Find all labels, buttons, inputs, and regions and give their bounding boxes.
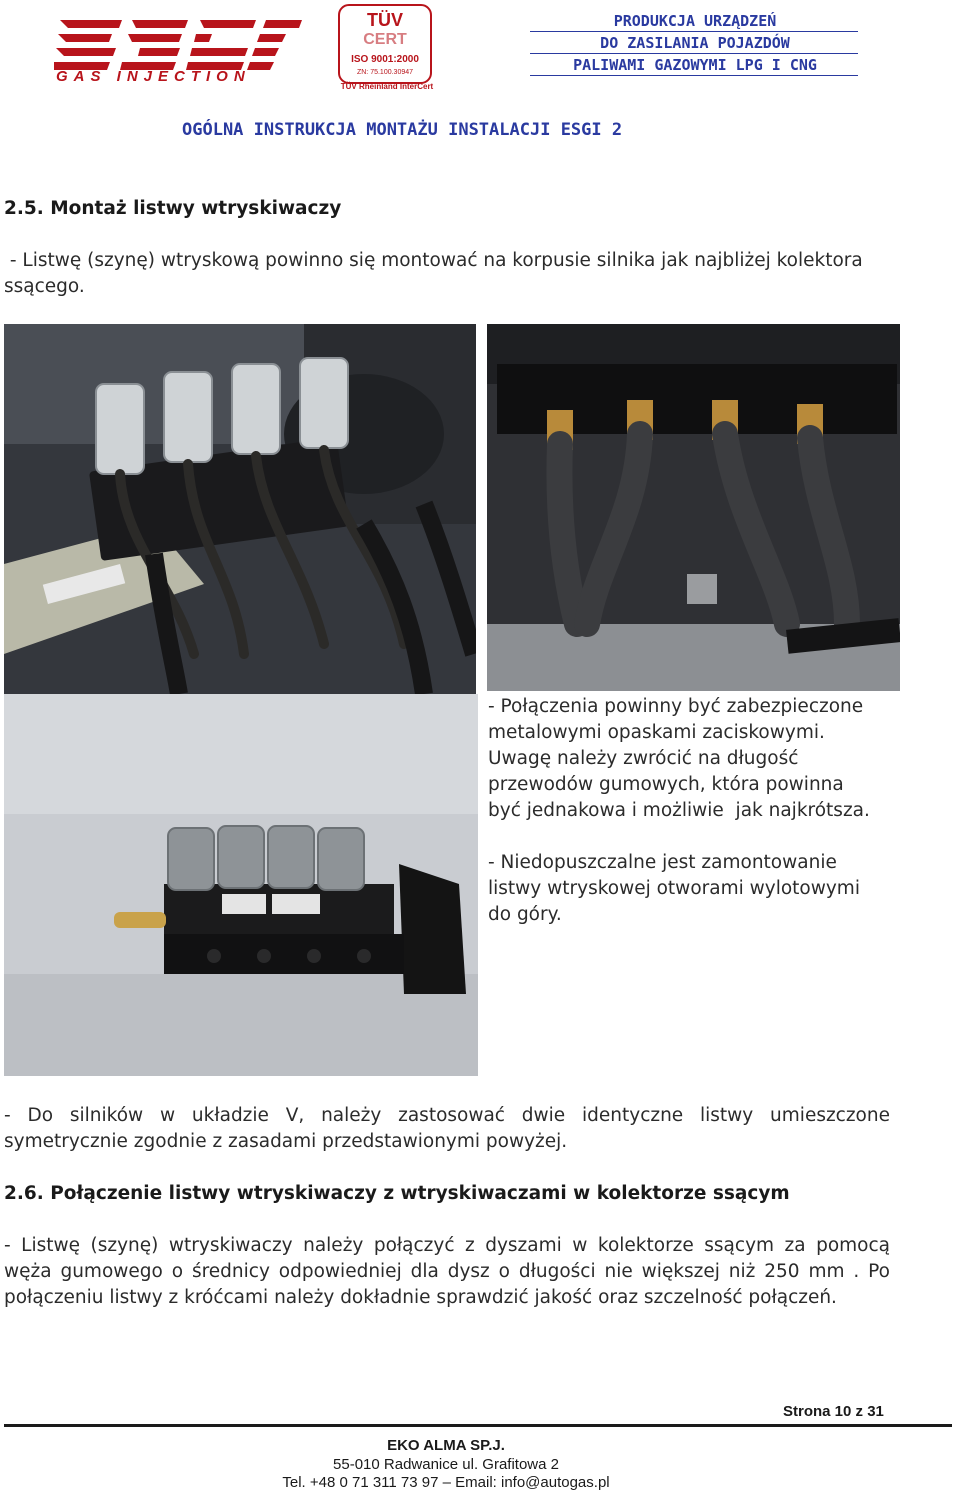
tagline-line-1: PRODUKCJA URZĄDZEŃ xyxy=(613,12,777,30)
photo-standalone-rail xyxy=(4,694,478,1076)
tagline-underline-3 xyxy=(530,75,858,76)
tagline-underline-1 xyxy=(530,31,858,32)
intro-line-1: - Listwę (szynę) wtryskową powinno się montować na korpusie silnika jak najbliżej kolektora xyxy=(4,250,863,271)
tuv-brand: TÜV xyxy=(367,10,403,30)
tagline-line-2: DO ZASILANIA POJAZDÓW xyxy=(600,34,790,52)
footer-divider xyxy=(4,1424,952,1427)
footer-company: EKO ALMA SP.J. xyxy=(387,1437,505,1454)
photo-installed-rail xyxy=(4,324,476,694)
page-number: Strona 10 z 31 xyxy=(783,1403,884,1420)
section-25-intro xyxy=(4,248,904,300)
v-engine-line-2: symetrycznie zgodnie z zasadami przedstawionymi powyżej. xyxy=(4,1131,568,1152)
tagline-underline-2 xyxy=(530,53,858,54)
side-note-connections xyxy=(488,694,928,824)
intro-line-2: ssącego. xyxy=(4,276,85,297)
photo-rail-outlets xyxy=(487,324,900,691)
side-note-1-line-4: przewodów gumowych, która powinna xyxy=(488,774,844,795)
side-note-2-line-1: - Niedopuszczalne jest zamontowanie xyxy=(488,852,837,873)
side-note-2-line-3: do góry. xyxy=(488,904,562,925)
section-25-title: 2.5. Montaż listwy wtryskiwaczy xyxy=(4,198,342,219)
v-engine-line-1: - Do silników w układzie V, należy zastosować dwie identyczne listwy umieszczone xyxy=(4,1105,890,1126)
footer-address: 55-010 Radwanice ul. Grafitowa 2 xyxy=(333,1456,559,1473)
tuv-brand-sub: CERT xyxy=(363,31,407,48)
side-note-1-line-5: być jednakowa i możliwie jak najkrótsza. xyxy=(488,800,870,821)
s26-line-3: połączeniu listwy z króćcami należy dokładnie sprawdzić jakość oraz szczelność połączeń. xyxy=(4,1287,837,1308)
side-note-1-line-1: - Połączenia powinny być zabezpieczone xyxy=(488,696,864,717)
section-26-title: 2.6. Połączenie listwy wtryskiwaczy z wtryskiwaczami w kolektorze ssącym xyxy=(4,1183,790,1204)
side-note-1-line-3: Uwagę należy zwrócić na długość xyxy=(488,748,799,769)
side-note-orientation xyxy=(488,850,928,928)
tuv-iso: ISO 9001:2000 xyxy=(351,54,419,65)
footer-contact: Tel. +48 0 71 311 73 97 – Email: info@autogas.pl xyxy=(282,1474,610,1491)
tuv-cert-badge xyxy=(338,4,432,90)
section-26-body xyxy=(4,1233,890,1311)
s26-line-2: węża gumowego o średnicy odpowiedniej dla dysz o długości nie większej niż 250 mm . Po xyxy=(4,1261,890,1282)
tuv-number: ZN: 75.100.30947 xyxy=(356,69,414,76)
tagline-line-3: PALIWAMI GAZOWYMI LPG I CNG xyxy=(573,56,817,74)
side-note-1-line-2: metalowymi opaskami zaciskowymi. xyxy=(488,722,825,743)
s26-line-1: - Listwę (szynę) wtryskiwaczy należy połączyć z dyszami w kolektorze ssącym za pomocą xyxy=(4,1235,890,1256)
logo-text: GAS INJECTION xyxy=(56,68,251,85)
tuv-caption: TÜV Rheinland InterCert xyxy=(340,82,434,91)
document-title: OGÓLNA INSTRUKCJA MONTAŻU INSTALACJI ESGI 2 xyxy=(182,120,623,140)
side-note-2-line-2: listwy wtryskowej otworami wylotowymi xyxy=(488,878,860,899)
v-engine-paragraph xyxy=(4,1103,890,1155)
